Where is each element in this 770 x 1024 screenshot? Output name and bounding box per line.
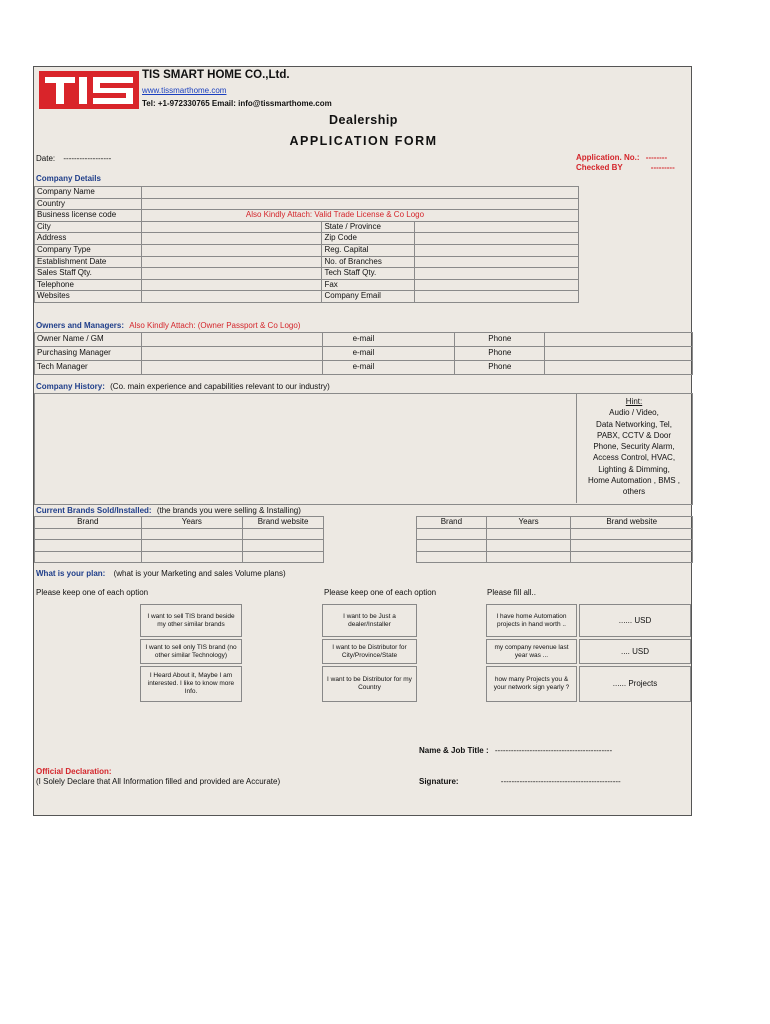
company-name: TIS SMART HOME CO.,Ltd. (142, 69, 290, 81)
table-row (35, 528, 324, 540)
date-label: Date: (36, 154, 56, 163)
address-input[interactable] (141, 233, 322, 245)
row-label: Business license code (35, 210, 142, 222)
table-row: Company Type Reg. Capital (35, 244, 579, 256)
plan-col2-label: Please keep one of each option (324, 588, 437, 597)
form-title-line1: Dealership (329, 113, 398, 127)
country-input[interactable] (141, 198, 578, 210)
plan-option-distributor-city[interactable]: I want to be Distributor for City/Province/State (322, 639, 417, 664)
company-details-heading: Company Details (36, 174, 101, 183)
table-row: Telephone Fax (35, 279, 579, 291)
owner-phone-input[interactable] (545, 333, 693, 347)
capital-input[interactable] (415, 244, 579, 256)
tech-manager-input[interactable] (141, 361, 322, 375)
fax-input[interactable] (415, 279, 579, 291)
state-input[interactable] (415, 221, 579, 233)
brands-table-right (416, 516, 693, 563)
table-row (417, 540, 693, 552)
zip-input[interactable] (415, 233, 579, 245)
license-attach-note: Also Kindly Attach: Valid Trade License & Co Logo (245, 210, 425, 220)
telephone-input[interactable] (141, 279, 322, 291)
table-row (35, 187, 579, 199)
date-value: ------------------ (63, 154, 112, 163)
plan-option-distributor-country[interactable]: I want to be Distributor for my Country (322, 666, 417, 702)
application-number: Application. No.: -------- (576, 153, 668, 162)
city-input[interactable] (141, 221, 322, 233)
table-row (417, 551, 693, 563)
table-row: Establishment Date No. of Branches (35, 256, 579, 268)
establishment-input[interactable] (141, 256, 322, 268)
table-row: City State / Province (35, 221, 579, 233)
plan-option-sell-only-tis[interactable]: I want to sell only TIS brand (no other similar Technology) (140, 639, 242, 664)
purchasing-input[interactable] (141, 347, 322, 361)
projects-worth-input[interactable]: ...... USD (579, 604, 691, 637)
row-label: Company Name (35, 187, 142, 199)
plan-col3-label: Please fill all.. (487, 588, 536, 597)
table-row (35, 210, 579, 222)
date-field[interactable] (36, 154, 111, 163)
company-type-input[interactable] (141, 244, 322, 256)
table-row: Brand Years Brand website (417, 517, 693, 529)
websites-input[interactable] (141, 291, 322, 303)
company-website-link[interactable]: www.tissmarthome.com (142, 86, 227, 95)
plan-col1-label: Please keep one of each option (36, 588, 149, 597)
tis-logo (39, 71, 139, 109)
tech-staff-input[interactable] (415, 268, 579, 280)
projects-yearly-label: how many Projects you & your network sign yearly ? (486, 666, 577, 702)
company-contact: Tel: +1-972330765 Email: info@tissmarthome.com (142, 99, 332, 108)
table-row: Owner Name / GM e-mail Phone (35, 333, 693, 347)
row-label: Country (35, 198, 142, 210)
application-form (33, 66, 692, 816)
revenue-label: my company revenue last year was ... (486, 639, 577, 664)
declaration-text: (I Solely Declare that All Information filled and provided are Accurate) (36, 777, 281, 786)
table-row: Purchasing Manager e-mail Phone (35, 347, 693, 361)
branches-input[interactable] (415, 256, 579, 268)
company-email-input[interactable] (415, 291, 579, 303)
plan-option-sell-tis-beside[interactable]: I want to sell TIS brand beside my other similar brands (140, 604, 242, 637)
table-row (417, 528, 693, 540)
table-row: Tech Manager e-mail Phone (35, 361, 693, 375)
revenue-input[interactable]: .... USD (579, 639, 691, 664)
purchasing-phone-input[interactable] (545, 347, 693, 361)
plan-heading: What is your plan: (what is your Marketing and sales Volume plans) (36, 569, 286, 578)
table-row: Sales Staff Qty. Tech Staff Qty. (35, 268, 579, 280)
license-input[interactable] (141, 210, 578, 222)
hint-divider (576, 393, 577, 503)
history-hint: Hint: Audio / Video, Data Networking, Tel, PABX, CCTV & Door Phone, Security Alarm, Access Control, HVAC, Lighting & Dimming, Home Automation , BMS , others (587, 397, 681, 497)
brands-table-left (34, 516, 324, 563)
company-details-table (34, 186, 579, 303)
projects-worth-label: I have home Automation projects in hand worth .. (486, 604, 577, 637)
form-title-line2: APPLICATION FORM (289, 134, 438, 148)
declaration-heading: Official Declaration: (36, 767, 112, 776)
signature-field[interactable]: Signature: --------------------------------------------- (419, 777, 621, 786)
tech-phone-input[interactable] (545, 361, 693, 375)
checked-by: Checked BY --------- (576, 163, 675, 172)
table-row (35, 540, 324, 552)
projects-yearly-input[interactable]: ...... Projects (579, 666, 691, 702)
name-job-title-field[interactable]: Name & Job Title : -------------------------------------------- (419, 746, 613, 755)
table-row: Brand Years Brand website (35, 517, 324, 529)
history-heading: Company History: (Co. main experience and capabilities relevant to our industry) (36, 382, 330, 391)
table-row: Websites Company Email (35, 291, 579, 303)
plan-option-dealer[interactable]: I want to be Just a dealer/Installer (322, 604, 417, 637)
table-row (35, 551, 324, 563)
table-row: Address Zip Code (35, 233, 579, 245)
owners-table (34, 332, 693, 375)
brands-heading: Current Brands Sold/Installed: (the brands you were selling & Installing) (36, 506, 301, 515)
company-name-input[interactable] (141, 187, 578, 199)
plan-option-heard-about[interactable]: I Heard About it, Maybe I am interested. I like to know more Info. (140, 666, 242, 702)
sales-staff-input[interactable] (141, 268, 322, 280)
owner-name-input[interactable] (141, 333, 322, 347)
owners-heading: Owners and Managers: Also Kindly Attach: (Owner Passport & Co Logo) (36, 321, 301, 330)
table-row (35, 198, 579, 210)
